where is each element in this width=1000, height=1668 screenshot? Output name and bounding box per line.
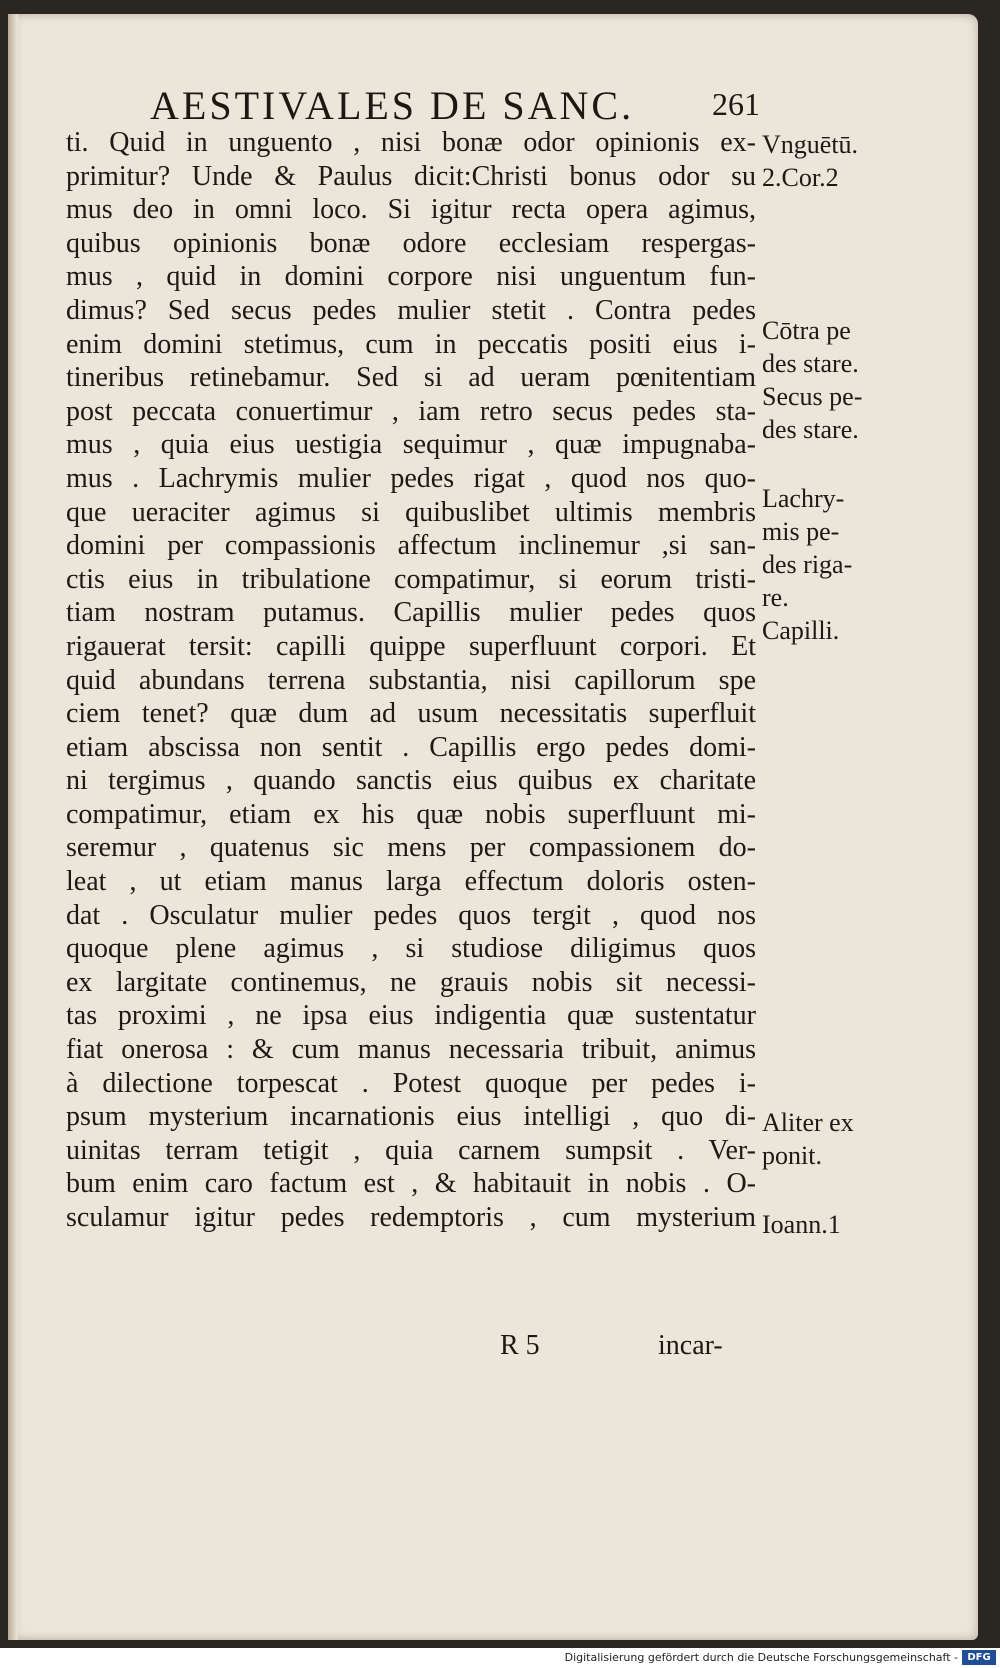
margin-note-line: re. <box>762 583 789 612</box>
margin-note-line: des stare. <box>762 415 859 444</box>
text-line: mus , quid in domini corpore nisi unguentum fun- <box>66 261 756 293</box>
text-line: psum mysterium incarnationis eius intelligi , quo di- <box>66 1101 756 1133</box>
body-text <box>66 126 756 1235</box>
text-line: leat , ut etiam manus larga effectum doloris osten- <box>66 866 756 898</box>
text-line: domini per compassionis affectum inclinemur ,si san- <box>66 530 756 562</box>
text-line: fiat onerosa : & cum manus necessaria tribuit, animus <box>66 1034 756 1066</box>
margin-note-line: Aliter ex <box>762 1108 854 1137</box>
margin-note-ioann <box>762 1208 841 1241</box>
margin-note-lachrymis <box>762 482 852 647</box>
margin-note-line: des stare. <box>762 349 859 378</box>
margin-note-line: Ioann.1 <box>762 1210 841 1239</box>
text-line: etiam abscissa non sentit . Capillis ergo pedes domi- <box>66 731 756 763</box>
text-line: tineribus retinebamur. Sed si ad ueram pœnitentiam <box>66 362 756 394</box>
text-line: tas proximi , ne ipsa eius indigentia quæ sustentatur <box>66 1000 756 1032</box>
margin-note-line: mis pe- <box>762 517 840 546</box>
margin-note-unguentum <box>762 128 858 194</box>
margin-note-line: Cōtra pe <box>762 316 851 345</box>
dfg-logo[interactable]: DFG <box>962 1650 996 1665</box>
margin-note-aliter <box>762 1106 854 1172</box>
margin-note-line: des riga- <box>762 550 853 579</box>
margin-note-line: Secus pe- <box>762 382 863 411</box>
margin-note-line: Lachry- <box>762 484 845 513</box>
page-number: 261 <box>712 86 760 122</box>
text-line: rigauerat tersit: capilli quippe superfluunt corpori. Et <box>66 630 756 662</box>
running-head: AESTIVALES DE SANC. <box>150 83 635 128</box>
text-line: compatimur, etiam ex his quæ nobis superfluunt mi- <box>66 798 756 830</box>
text-line: seremur , quatenus sic mens per compassionem do- <box>66 832 756 864</box>
text-line: mus , quia eius uestigia sequimur , quæ impugnaba- <box>66 429 756 461</box>
margin-note-line: 2.Cor.2 <box>762 163 839 192</box>
text-line: tiam nostram putamus. Capillis mulier pedes quos <box>66 597 756 629</box>
text-line: sculamur igitur pedes redemptoris , cum mysterium <box>66 1202 756 1233</box>
text-line: dat . Osculatur mulier pedes quos tergit , quod nos <box>66 899 756 931</box>
margin-note-line: Capilli. <box>762 616 840 645</box>
text-line: ti. Quid in unguento , nisi bonæ odor opinionis ex- <box>66 127 756 158</box>
text-line: uinitas terram tetigit , quia carnem sumpsit . Ver- <box>66 1134 756 1166</box>
text-line: post peccata conuertimur , iam retro secus pedes sta- <box>66 395 756 427</box>
margin-note-line: Vnguētū. <box>762 130 859 159</box>
text-line: ex largitate continemus, ne grauis nobis sit necessi- <box>66 966 756 998</box>
text-line: mus . Lachrymis mulier pedes rigat , quod nos quo- <box>66 462 756 494</box>
text-line: ni tergimus , quando sanctis eius quibus ex charitate <box>66 765 756 797</box>
catchword: incar- <box>658 1330 723 1361</box>
text-line: ciem tenet? quæ dum ad usum necessitatis superfluit <box>66 698 756 730</box>
text-line: enim domini stetimus, cum in peccatis positi eius i- <box>66 328 756 360</box>
signature-mark: R 5 <box>500 1330 540 1361</box>
text-line: quibus opinionis bonæ odore ecclesiam respergas- <box>66 227 756 259</box>
margin-note-contra-pedes <box>762 314 862 446</box>
text-line: quoque plene agimus , si studiose diligimus quos <box>66 933 756 965</box>
page-header <box>150 82 760 132</box>
page-gutter-shadow <box>8 14 18 1640</box>
text-line: que ueraciter agimus si quibuslibet ultimis membris <box>66 496 756 528</box>
text-line: ctis eius in tribulatione compatimur, si eorum tristi- <box>66 563 756 595</box>
text-line: dimus? Sed secus pedes mulier stetit . Contra pedes <box>66 294 756 326</box>
text-line: à dilectione torpescat . Potest quoque per pedes i- <box>66 1067 756 1099</box>
credit-text: Digitalisierung gefördert durch die Deutsche Forschungsgemeinschaft - <box>564 1651 958 1664</box>
credit-bar <box>0 1648 1000 1668</box>
text-line: primitur? Unde & Paulus dicit:Christi bonus odor su <box>66 160 756 192</box>
margin-note-line: ponit. <box>762 1141 822 1170</box>
text-line: quid abundans terrena substantia, nisi capillorum spe <box>66 664 756 696</box>
text-line: bum enim caro factum est , & habitauit in nobis . O- <box>66 1168 756 1200</box>
text-line: mus deo in omni loco. Si igitur recta opera agimus, <box>66 194 756 226</box>
